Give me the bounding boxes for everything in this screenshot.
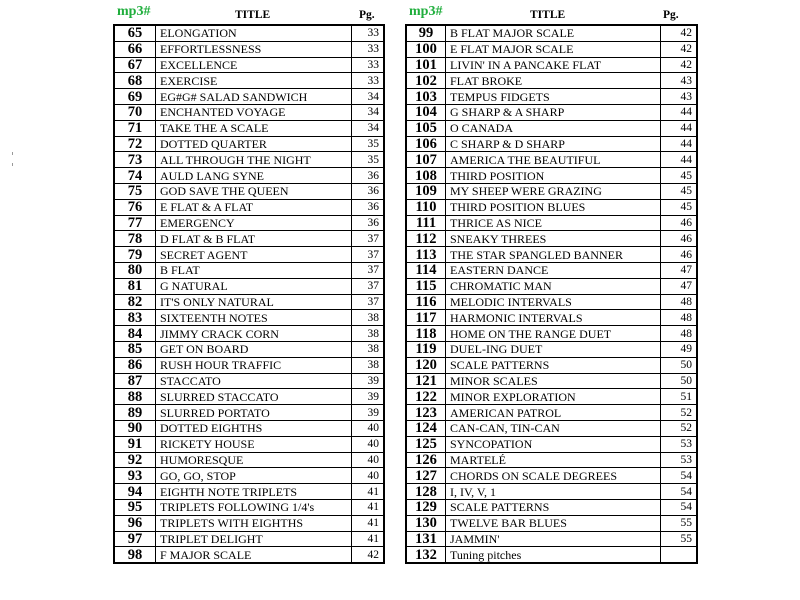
table-row xyxy=(406,73,697,89)
track-number: 76 xyxy=(114,199,156,215)
track-number: 83 xyxy=(114,310,156,326)
table-row xyxy=(406,389,697,405)
page-number: 51 xyxy=(661,389,698,405)
track-number: 95 xyxy=(114,499,156,515)
track-number: 85 xyxy=(114,341,156,357)
track-title: LIVIN' IN A PANCAKE FLAT xyxy=(446,57,661,73)
table-row xyxy=(114,547,384,563)
track-title: THRICE AS NICE xyxy=(446,215,661,231)
track-number: 67 xyxy=(114,57,156,73)
page-number: 37 xyxy=(352,278,385,294)
page-number: 41 xyxy=(352,499,385,515)
table-row xyxy=(406,262,697,278)
table-row xyxy=(406,373,697,389)
track-number: 71 xyxy=(114,120,156,136)
page-number: 39 xyxy=(352,405,385,421)
track-title: JIMMY CRACK CORN xyxy=(156,326,352,342)
track-title: SCALE PATTERNS xyxy=(446,499,661,515)
page-number: 33 xyxy=(352,25,385,41)
track-title: DUEL-ING DUET xyxy=(446,341,661,357)
track-number: 82 xyxy=(114,294,156,310)
page-number: 47 xyxy=(661,262,698,278)
page-number: 36 xyxy=(352,168,385,184)
table-row xyxy=(114,199,384,215)
page-number: 45 xyxy=(661,183,698,199)
table-row xyxy=(406,499,697,515)
track-number: 65 xyxy=(114,25,156,41)
track-title: SIXTEENTH NOTES xyxy=(156,310,352,326)
track-number: 118 xyxy=(406,326,446,342)
track-number: 96 xyxy=(114,515,156,531)
track-number: 119 xyxy=(406,341,446,357)
track-number: 70 xyxy=(114,104,156,120)
track-title: HUMORESQUE xyxy=(156,452,352,468)
track-number: 130 xyxy=(406,515,446,531)
track-title: RICKETY HOUSE xyxy=(156,436,352,452)
table-row xyxy=(114,136,384,152)
page-number: 54 xyxy=(661,484,698,500)
table-row xyxy=(114,89,384,105)
track-title: THIRD POSITION BLUES xyxy=(446,199,661,215)
margin-mark xyxy=(12,163,13,166)
page-number xyxy=(661,547,698,563)
track-number: 106 xyxy=(406,136,446,152)
page-number: 38 xyxy=(352,326,385,342)
page-number: 43 xyxy=(661,73,698,89)
track-title: B FLAT xyxy=(156,262,352,278)
track-title: TEMPUS FIDGETS xyxy=(446,89,661,105)
table-row xyxy=(406,120,697,136)
page-number: 33 xyxy=(352,41,385,57)
track-title: TAKE THE A SCALE xyxy=(156,120,352,136)
table-row xyxy=(114,120,384,136)
track-title: EXCELLENCE xyxy=(156,57,352,73)
table-row xyxy=(406,89,697,105)
track-number: 87 xyxy=(114,373,156,389)
track-number: 128 xyxy=(406,484,446,500)
track-number: 75 xyxy=(114,183,156,199)
track-title: SLURRED STACCATO xyxy=(156,389,352,405)
table-row xyxy=(114,25,384,41)
table-row xyxy=(114,389,384,405)
page-number: 35 xyxy=(352,152,385,168)
table-row xyxy=(406,199,697,215)
table-row xyxy=(114,57,384,73)
track-number: 124 xyxy=(406,420,446,436)
table-row xyxy=(406,405,697,421)
track-title: MINOR SCALES xyxy=(446,373,661,389)
track-title: D FLAT & B FLAT xyxy=(156,231,352,247)
track-title: SNEAKY THREES xyxy=(446,231,661,247)
table-row xyxy=(114,468,384,484)
table-row xyxy=(406,183,697,199)
track-number: 92 xyxy=(114,452,156,468)
table-row xyxy=(406,136,697,152)
page-number: 53 xyxy=(661,436,698,452)
track-number: 88 xyxy=(114,389,156,405)
track-number: 111 xyxy=(406,215,446,231)
table-row xyxy=(114,294,384,310)
track-number: 126 xyxy=(406,452,446,468)
table-row xyxy=(114,262,384,278)
track-number: 107 xyxy=(406,152,446,168)
table-row xyxy=(406,215,697,231)
track-number: 125 xyxy=(406,436,446,452)
page-number: 39 xyxy=(352,389,385,405)
page-number: 53 xyxy=(661,452,698,468)
track-number: 99 xyxy=(406,25,446,41)
track-number: 81 xyxy=(114,278,156,294)
page-number: 43 xyxy=(661,89,698,105)
track-number: 77 xyxy=(114,215,156,231)
track-title: TRIPLETS FOLLOWING 1/4's xyxy=(156,499,352,515)
table-row xyxy=(114,436,384,452)
track-title: HOME ON THE RANGE DUET xyxy=(446,326,661,342)
page-number: 47 xyxy=(661,278,698,294)
track-number: 105 xyxy=(406,120,446,136)
left-panel xyxy=(113,4,385,564)
track-number: 129 xyxy=(406,499,446,515)
track-title: GO, GO, STOP xyxy=(156,468,352,484)
track-title: B FLAT MAJOR SCALE xyxy=(446,25,661,41)
page-number: 40 xyxy=(352,436,385,452)
track-title: THIRD POSITION xyxy=(446,168,661,184)
track-title: CHORDS ON SCALE DEGREES xyxy=(446,468,661,484)
track-number: 84 xyxy=(114,326,156,342)
track-number: 113 xyxy=(406,247,446,263)
page-number: 42 xyxy=(661,41,698,57)
table-row xyxy=(406,25,697,41)
table-row xyxy=(114,373,384,389)
track-title: GET ON BOARD xyxy=(156,341,352,357)
page-number: 38 xyxy=(352,357,385,373)
track-number: 102 xyxy=(406,73,446,89)
table-row xyxy=(114,247,384,263)
track-number: 100 xyxy=(406,41,446,57)
track-number: 89 xyxy=(114,405,156,421)
page-number: 42 xyxy=(661,25,698,41)
track-title: AULD LANG SYNE xyxy=(156,168,352,184)
page-number: 44 xyxy=(661,152,698,168)
page-number: 52 xyxy=(661,405,698,421)
page-number: 41 xyxy=(352,484,385,500)
track-title: RUSH HOUR TRAFFIC xyxy=(156,357,352,373)
page-number: 42 xyxy=(352,547,385,563)
table-row xyxy=(114,215,384,231)
table-row xyxy=(114,104,384,120)
page-number: 48 xyxy=(661,310,698,326)
page-number: 50 xyxy=(661,357,698,373)
mp3-header: mp3# xyxy=(117,4,151,19)
track-title: MINOR EXPLORATION xyxy=(446,389,661,405)
track-number: 101 xyxy=(406,57,446,73)
table-row xyxy=(114,41,384,57)
page-number: 41 xyxy=(352,531,385,547)
track-title: E FLAT & A FLAT xyxy=(156,199,352,215)
track-title: MARTELÉ xyxy=(446,452,661,468)
page-number: 48 xyxy=(661,326,698,342)
title-header: TITLE xyxy=(530,9,566,21)
page-header: Pg. xyxy=(663,9,679,21)
track-title: EMERGENCY xyxy=(156,215,352,231)
page-number: 54 xyxy=(661,499,698,515)
track-number: 131 xyxy=(406,531,446,547)
table-row xyxy=(406,57,697,73)
track-title: AMERICA THE BEAUTIFUL xyxy=(446,152,661,168)
track-title: TWELVE BAR BLUES xyxy=(446,515,661,531)
page-number: 37 xyxy=(352,262,385,278)
page-number: 46 xyxy=(661,231,698,247)
track-title: EFFORTLESSNESS xyxy=(156,41,352,57)
page-number: 36 xyxy=(352,183,385,199)
track-number: 104 xyxy=(406,104,446,120)
table-row xyxy=(114,73,384,89)
track-title: CHROMATIC MAN xyxy=(446,278,661,294)
page-number: 38 xyxy=(352,310,385,326)
track-number: 78 xyxy=(114,231,156,247)
track-number: 121 xyxy=(406,373,446,389)
track-title: C SHARP & D SHARP xyxy=(446,136,661,152)
table-row xyxy=(114,183,384,199)
table-row xyxy=(406,531,697,547)
track-title: SCALE PATTERNS xyxy=(446,357,661,373)
track-title: E FLAT MAJOR SCALE xyxy=(446,41,661,57)
track-number: 98 xyxy=(114,547,156,563)
table-row xyxy=(114,341,384,357)
table-row xyxy=(406,168,697,184)
page-number: 40 xyxy=(352,468,385,484)
track-title: MELODIC INTERVALS xyxy=(446,294,661,310)
page-number: 45 xyxy=(661,168,698,184)
page-number: 34 xyxy=(352,89,385,105)
table-row xyxy=(114,452,384,468)
table-row xyxy=(406,484,697,500)
track-number: 97 xyxy=(114,531,156,547)
track-title: F MAJOR SCALE xyxy=(156,547,352,563)
track-title: HARMONIC INTERVALS xyxy=(446,310,661,326)
table-row xyxy=(114,326,384,342)
page-number: 54 xyxy=(661,468,698,484)
track-title: EXERCISE xyxy=(156,73,352,89)
page-number: 48 xyxy=(661,294,698,310)
table-row xyxy=(114,531,384,547)
track-table-right xyxy=(405,24,698,564)
track-title: IT'S ONLY NATURAL xyxy=(156,294,352,310)
track-title: EG#G# SALAD SANDWICH xyxy=(156,89,352,105)
track-number: 66 xyxy=(114,41,156,57)
table-row xyxy=(406,547,697,563)
table-row xyxy=(406,278,697,294)
track-title: DOTTED EIGHTHS xyxy=(156,420,352,436)
track-number: 80 xyxy=(114,262,156,278)
track-title: STACCATO xyxy=(156,373,352,389)
track-number: 114 xyxy=(406,262,446,278)
track-number: 127 xyxy=(406,468,446,484)
track-title: FLAT BROKE xyxy=(446,73,661,89)
track-title: TRIPLET DELIGHT xyxy=(156,531,352,547)
table-row xyxy=(406,247,697,263)
track-number: 86 xyxy=(114,357,156,373)
track-title: ENCHANTED VOYAGE xyxy=(156,104,352,120)
track-number: 73 xyxy=(114,152,156,168)
track-number: 108 xyxy=(406,168,446,184)
track-title: CAN-CAN, TIN-CAN xyxy=(446,420,661,436)
track-title: G NATURAL xyxy=(156,278,352,294)
table-row xyxy=(406,341,697,357)
track-title: I, IV, V, 1 xyxy=(446,484,661,500)
page-number: 44 xyxy=(661,104,698,120)
page-number: 46 xyxy=(661,215,698,231)
margin-mark xyxy=(12,152,13,155)
track-number: 69 xyxy=(114,89,156,105)
track-title: EASTERN DANCE xyxy=(446,262,661,278)
track-title: SLURRED PORTATO xyxy=(156,405,352,421)
table-row xyxy=(406,104,697,120)
page-number: 41 xyxy=(352,515,385,531)
table-row xyxy=(406,420,697,436)
track-number: 79 xyxy=(114,247,156,263)
table-row xyxy=(406,436,697,452)
left-header xyxy=(113,4,385,24)
track-title: SYNCOPATION xyxy=(446,436,661,452)
page-number: 44 xyxy=(661,120,698,136)
table-row xyxy=(114,420,384,436)
track-number: 116 xyxy=(406,294,446,310)
track-title: MY SHEEP WERE GRAZING xyxy=(446,183,661,199)
track-title: JAMMIN' xyxy=(446,531,661,547)
page-number: 37 xyxy=(352,231,385,247)
track-title: DOTTED QUARTER xyxy=(156,136,352,152)
page-number: 40 xyxy=(352,420,385,436)
page-number: 52 xyxy=(661,420,698,436)
table-row xyxy=(114,231,384,247)
track-number: 112 xyxy=(406,231,446,247)
table-row xyxy=(114,357,384,373)
table-row xyxy=(406,152,697,168)
track-number: 90 xyxy=(114,420,156,436)
track-number: 122 xyxy=(406,389,446,405)
table-row xyxy=(114,484,384,500)
page-number: 36 xyxy=(352,199,385,215)
track-number: 110 xyxy=(406,199,446,215)
track-title: EIGHTH NOTE TRIPLETS xyxy=(156,484,352,500)
track-number: 115 xyxy=(406,278,446,294)
page-number: 36 xyxy=(352,215,385,231)
table-row xyxy=(114,515,384,531)
track-title: AMERICAN PATROL xyxy=(446,405,661,421)
page-number: 39 xyxy=(352,373,385,389)
table-row xyxy=(406,357,697,373)
track-number: 123 xyxy=(406,405,446,421)
table-row xyxy=(114,152,384,168)
track-table-left xyxy=(113,24,385,564)
track-title: O CANADA xyxy=(446,120,661,136)
page-number: 55 xyxy=(661,531,698,547)
page-number: 34 xyxy=(352,104,385,120)
page-number: 55 xyxy=(661,515,698,531)
table-row xyxy=(406,310,697,326)
track-title: THE STAR SPANGLED BANNER xyxy=(446,247,661,263)
table-row xyxy=(406,326,697,342)
track-title: ELONGATION xyxy=(156,25,352,41)
page-number: 38 xyxy=(352,341,385,357)
right-panel xyxy=(405,4,698,564)
track-title: G SHARP & A SHARP xyxy=(446,104,661,120)
table-row xyxy=(406,452,697,468)
page-number: 35 xyxy=(352,136,385,152)
page-number: 37 xyxy=(352,294,385,310)
track-title: ALL THROUGH THE NIGHT xyxy=(156,152,352,168)
title-header: TITLE xyxy=(235,9,271,21)
table-row xyxy=(406,41,697,57)
table-row xyxy=(114,310,384,326)
table-row xyxy=(114,405,384,421)
page-number: 49 xyxy=(661,341,698,357)
track-title: SECRET AGENT xyxy=(156,247,352,263)
page-number: 45 xyxy=(661,199,698,215)
track-number: 68 xyxy=(114,73,156,89)
table-row xyxy=(114,168,384,184)
track-title: GOD SAVE THE QUEEN xyxy=(156,183,352,199)
track-number: 93 xyxy=(114,468,156,484)
track-title: Tuning pitches xyxy=(446,547,661,563)
track-number: 72 xyxy=(114,136,156,152)
track-number: 120 xyxy=(406,357,446,373)
table-row xyxy=(114,278,384,294)
track-number: 109 xyxy=(406,183,446,199)
page-number: 34 xyxy=(352,120,385,136)
mp3-header: mp3# xyxy=(409,4,443,19)
table-row xyxy=(406,294,697,310)
page-number: 37 xyxy=(352,247,385,263)
track-title: TRIPLETS WITH EIGHTHS xyxy=(156,515,352,531)
right-header xyxy=(405,4,698,24)
track-number: 132 xyxy=(406,547,446,563)
page-number: 33 xyxy=(352,73,385,89)
page-number: 44 xyxy=(661,136,698,152)
track-number: 74 xyxy=(114,168,156,184)
page-header: Pg. xyxy=(359,9,375,21)
page-number: 46 xyxy=(661,247,698,263)
page-number: 40 xyxy=(352,452,385,468)
track-number: 94 xyxy=(114,484,156,500)
page-number: 33 xyxy=(352,57,385,73)
track-number: 117 xyxy=(406,310,446,326)
track-number: 91 xyxy=(114,436,156,452)
table-row xyxy=(406,468,697,484)
page-number: 50 xyxy=(661,373,698,389)
track-number: 103 xyxy=(406,89,446,105)
table-row xyxy=(406,231,697,247)
page-number: 42 xyxy=(661,57,698,73)
table-row xyxy=(114,499,384,515)
table-row xyxy=(406,515,697,531)
